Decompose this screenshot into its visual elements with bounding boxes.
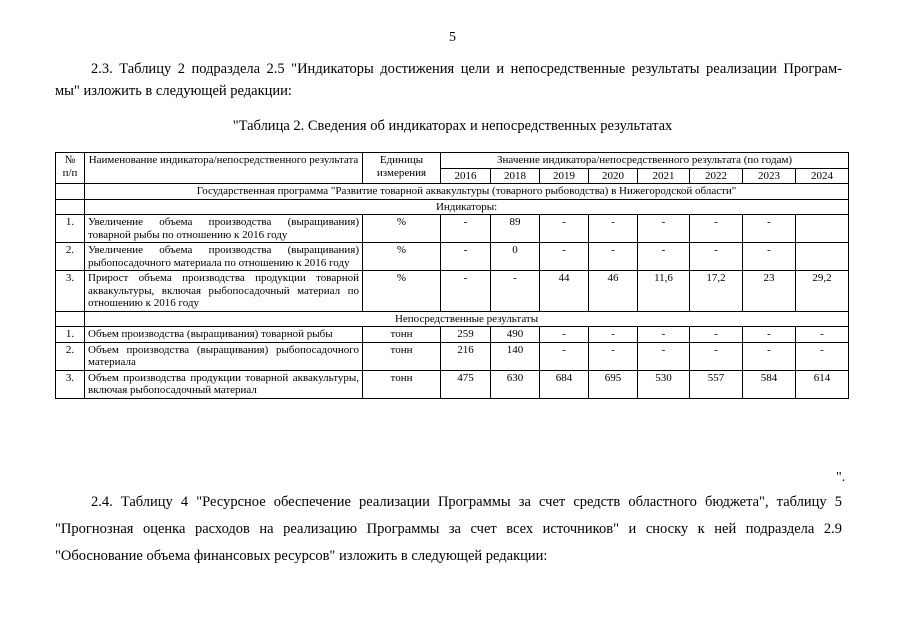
value-cell: -: [491, 271, 540, 312]
section-row-results: [56, 311, 849, 327]
row-name: Объем производства продукции товарной аквакультуры, включая рыбопосадочный материал: [85, 370, 363, 398]
header-year: 2020: [589, 168, 638, 184]
value-cell: -: [540, 243, 589, 271]
value-cell: 29,2: [796, 271, 849, 312]
value-cell: 684: [540, 370, 589, 398]
row-unit: %: [363, 215, 441, 243]
value-cell: 557: [690, 370, 743, 398]
header-year: 2022: [690, 168, 743, 184]
empty-cell: [56, 199, 85, 215]
table-row: [56, 215, 849, 243]
header-unit: Единицы измерения: [363, 153, 441, 184]
table-row: [56, 243, 849, 271]
value-cell: 614: [796, 370, 849, 398]
row-name: Увеличение объема производства (выращивания) рыбопосадочного материала по отношению к 2016 году: [85, 243, 363, 271]
empty-cell: [56, 184, 85, 200]
row-num: 3.: [56, 271, 85, 312]
value-cell: -: [540, 342, 589, 370]
value-cell: -: [743, 327, 796, 343]
value-cell: -: [690, 243, 743, 271]
value-cell: -: [690, 342, 743, 370]
section-row-indicators: [56, 199, 849, 215]
header-year: 2018: [491, 168, 540, 184]
value-cell: -: [638, 243, 690, 271]
header-year: 2016: [441, 168, 491, 184]
section-label-results: Непосредственные результаты: [85, 311, 849, 327]
program-title: Государственная программа "Развитие товарной аквакультуры (товарного рыбоводства) в Нижегородской области": [85, 184, 849, 200]
header-num: № п/п: [56, 153, 85, 184]
row-unit: %: [363, 243, 441, 271]
row-unit: тонн: [363, 370, 441, 398]
value-cell: -: [441, 215, 491, 243]
value-cell: -: [743, 243, 796, 271]
value-cell: -: [589, 215, 638, 243]
paragraph-line: 2.3. Таблицу 2 подраздела 2.5 "Индикаторы достижения цели и непосредственные результаты реализации Програм-: [91, 61, 842, 77]
row-name: Объем производства (выращивания) рыбопосадочного материала: [85, 342, 363, 370]
value-cell: -: [796, 327, 849, 343]
value-cell: [796, 215, 849, 243]
value-cell: 490: [491, 327, 540, 343]
table-row: [56, 370, 849, 398]
paragraph-line: мы" изложить в следующей редакции:: [55, 83, 292, 99]
paragraph-line: "Обоснование объема финансовых ресурсов" изложить в следующей редакции:: [55, 548, 548, 564]
value-cell: -: [638, 327, 690, 343]
value-cell: 695: [589, 370, 638, 398]
header-year: 2024: [796, 168, 849, 184]
paragraph-line: 2.4. Таблицу 4 "Ресурсное обеспечение реализации Программы за счет средств областного бюджета", таблицу 5: [91, 494, 842, 510]
section-label-indicators: Индикаторы:: [85, 199, 849, 215]
header-name: Наименование индикатора/непосредственного результата: [85, 153, 363, 184]
page-number: 5: [449, 30, 456, 45]
value-cell: 17,2: [690, 271, 743, 312]
table-row: [56, 327, 849, 343]
paragraph-2-4: [55, 489, 842, 570]
value-cell: 23: [743, 271, 796, 312]
value-cell: 530: [638, 370, 690, 398]
value-cell: -: [589, 342, 638, 370]
value-cell: 140: [491, 342, 540, 370]
table-row: [56, 342, 849, 370]
value-cell: 46: [589, 271, 638, 312]
value-cell: -: [638, 215, 690, 243]
value-cell: -: [743, 342, 796, 370]
value-cell: 475: [441, 370, 491, 398]
header-year: 2019: [540, 168, 589, 184]
row-name: Объем производства (выращивания) товарной рыбы: [85, 327, 363, 343]
value-cell: 216: [441, 342, 491, 370]
value-cell: -: [540, 327, 589, 343]
value-cell: -: [540, 215, 589, 243]
value-cell: 584: [743, 370, 796, 398]
row-unit: тонн: [363, 342, 441, 370]
value-cell: -: [690, 215, 743, 243]
paragraph-line: "Прогнозная оценка расходов на реализацию Программы за счет всех источников" и сноску к ней подраздела 2.9: [55, 521, 842, 537]
row-num: 3.: [56, 370, 85, 398]
value-cell: [796, 243, 849, 271]
value-cell: -: [743, 215, 796, 243]
table-row: [56, 271, 849, 312]
header-year: 2021: [638, 168, 690, 184]
row-name: Прирост объема производства продукции товарной аквакультуры, включая рыбопосадочный материал по отношению к 2016 году: [85, 271, 363, 312]
row-name: Увеличение объема производства (выращивания) товарной рыбы по отношению к 2016 году: [85, 215, 363, 243]
paragraph-2-3: [55, 58, 842, 102]
value-cell: -: [796, 342, 849, 370]
table-title: "Таблица 2. Сведения об индикаторах и непосредственных результатах: [232, 118, 673, 134]
table-closing-quote: ".: [836, 470, 846, 485]
program-title-row: [56, 184, 849, 200]
empty-cell: [56, 311, 85, 327]
header-values-group: Значение индикатора/непосредственного результата (по годам): [441, 153, 849, 169]
value-cell: -: [690, 327, 743, 343]
value-cell: -: [441, 271, 491, 312]
value-cell: -: [441, 243, 491, 271]
row-num: 2.: [56, 342, 85, 370]
row-num: 1.: [56, 215, 85, 243]
value-cell: 0: [491, 243, 540, 271]
value-cell: 259: [441, 327, 491, 343]
value-cell: -: [589, 243, 638, 271]
value-cell: 89: [491, 215, 540, 243]
value-cell: 44: [540, 271, 589, 312]
row-unit: тонн: [363, 327, 441, 343]
value-cell: -: [638, 342, 690, 370]
row-num: 2.: [56, 243, 85, 271]
value-cell: -: [589, 327, 638, 343]
indicators-table: [55, 152, 849, 399]
row-unit: %: [363, 271, 441, 312]
value-cell: 630: [491, 370, 540, 398]
row-num: 1.: [56, 327, 85, 343]
value-cell: 11,6: [638, 271, 690, 312]
header-year: 2023: [743, 168, 796, 184]
